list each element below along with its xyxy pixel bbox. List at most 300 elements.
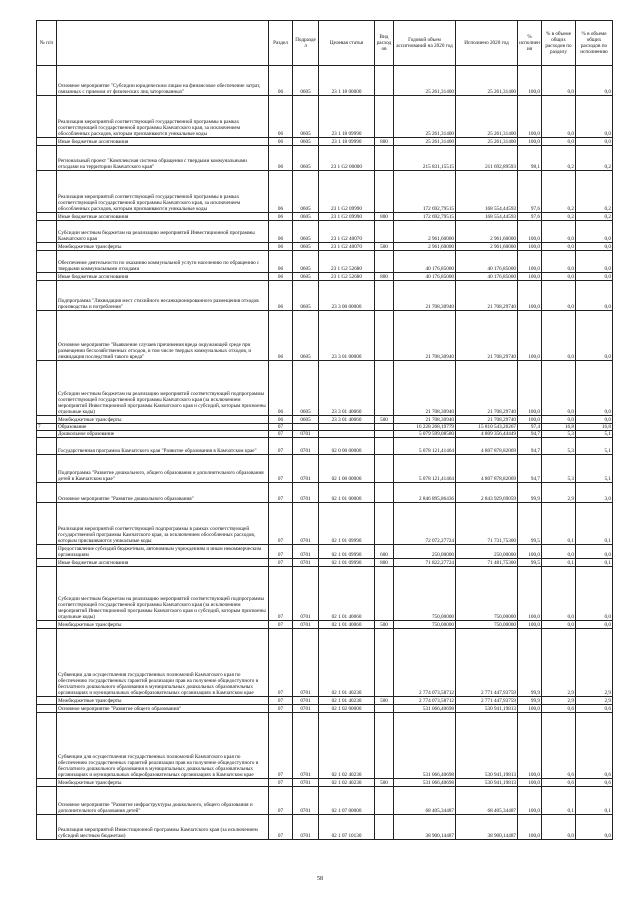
row-share-execution: 0,2 — [576, 146, 613, 171]
row-number — [37, 559, 57, 567]
row-executed: 4 807 878,82069 — [456, 438, 518, 455]
row-expense-type: 500 — [375, 697, 394, 705]
row-number — [37, 713, 57, 779]
row-share-execution: 0,0 — [576, 361, 613, 416]
row-subsection: 0701 — [293, 559, 319, 567]
row-share-section: 0,6 — [542, 779, 576, 787]
row-executed: 750,00000 — [456, 567, 518, 621]
row-section: 07 — [269, 483, 293, 503]
row-executed: 168 554,44593 — [456, 171, 518, 213]
row-executed: 25 261,31400 — [456, 96, 518, 138]
row-expense-type — [375, 251, 394, 273]
table-header-row — [37, 21, 613, 66]
row-executed: 25 261,31400 — [456, 138, 518, 146]
row-annual-allocation: 21 708,30940 — [394, 361, 456, 416]
row-section: 07 — [269, 621, 293, 629]
row-share-section: 0,0 — [542, 138, 576, 146]
row-expense-type — [375, 455, 394, 483]
header-share-section: % в объеме общих расходов по разделу — [542, 21, 576, 66]
row-share-section: 0,2 — [542, 213, 576, 221]
row-section: 07 — [269, 431, 293, 438]
row-number — [37, 503, 57, 545]
row-name: Подпрограмма "Развитие дошкольного, общего образования и дополнительного образования детей в Камчатском крае" — [57, 455, 269, 483]
table-row — [37, 621, 613, 629]
row-executed: 2 771 447,93759 — [456, 629, 518, 697]
row-executed: 21 708,29740 — [456, 311, 518, 361]
row-share-section: 2,9 — [542, 629, 576, 697]
row-annual-allocation: 750,00000 — [394, 567, 456, 621]
header-num: № п/п — [37, 21, 57, 66]
row-subsection: 0605 — [293, 146, 319, 171]
row-target-article: 02 1 01 40060 — [319, 621, 375, 629]
row-expense-type — [375, 705, 394, 713]
row-share-execution: 0,0 — [576, 243, 613, 251]
row-number — [37, 455, 57, 483]
row-section: 06 — [269, 273, 293, 281]
table-row — [37, 281, 613, 311]
table-row — [37, 361, 613, 416]
row-name: Основное мероприятие "Развитие общего образования" — [57, 705, 269, 713]
row-expense-type: 800 — [375, 213, 394, 221]
row-share-execution: 0,0 — [576, 251, 613, 273]
row-target-article: 02 1 01 09990 — [319, 559, 375, 567]
row-annual-allocation: 68 405,34487 — [394, 787, 456, 815]
row-expense-type — [375, 221, 394, 243]
row-subsection: 0605 — [293, 281, 319, 311]
row-executed: 40 176,85000 — [456, 251, 518, 273]
row-percent-executed: 100,0 — [518, 567, 542, 621]
row-share-execution: 3,0 — [576, 483, 613, 503]
row-target-article: 23 3 01 40060 — [319, 416, 375, 424]
row-name: Межбюджетные трансферты — [57, 416, 269, 424]
row-share-section: 0,0 — [542, 311, 576, 361]
row-subsection: 0701 — [293, 779, 319, 787]
row-share-execution: 5,1 — [576, 438, 613, 455]
row-number — [37, 221, 57, 243]
row-target-article: 02 1 00 00000 — [319, 455, 375, 483]
row-share-execution: 0,0 — [576, 138, 613, 146]
row-executed: 4 809 356,44449 — [456, 431, 518, 438]
row-share-execution: 2,9 — [576, 629, 613, 697]
row-executed: 40 176,85000 — [456, 273, 518, 281]
table-row — [37, 483, 613, 503]
row-expense-type — [375, 96, 394, 138]
row-share-section: 5,3 — [542, 431, 576, 438]
row-expense-type: 500 — [375, 621, 394, 629]
row-executed: 2 961,60000 — [456, 221, 518, 243]
row-executed: 68 405,34487 — [456, 787, 518, 815]
row-share-section: 0,0 — [542, 567, 576, 621]
row-share-section: 0,0 — [542, 416, 576, 424]
row-target-article: 02 1 02 40230 — [319, 713, 375, 779]
row-annual-allocation: 25 261,31400 — [394, 138, 456, 146]
row-expense-type — [375, 311, 394, 361]
row-name: Основное мероприятие "Выявление случаев причинения вреда окружающей среде при размещении бесхозяйственных отходов, в том числе твердых коммунальных отходов, и ликвидация последствий такого вреда" — [57, 311, 269, 361]
row-target-article: 02 1 01 09990 — [319, 503, 375, 545]
row-executed: 4 807 878,82069 — [456, 455, 518, 483]
row-expense-type: 800 — [375, 559, 394, 567]
row-target-article: 02 1 01 09990 — [319, 545, 375, 559]
row-section: 07 — [269, 697, 293, 705]
header-share-execution: % в объеме общих расходов по исполнению — [576, 21, 613, 66]
row-target-article: 02 1 01 40060 — [319, 567, 375, 621]
table-row — [37, 713, 613, 779]
row-annual-allocation: 531 066,40698 — [394, 705, 456, 713]
header-executed: Исполнено 2020 год — [456, 21, 518, 66]
row-share-execution: 0,0 — [576, 273, 613, 281]
row-executed: 168 554,44593 — [456, 213, 518, 221]
row-expense-type — [375, 483, 394, 503]
table-row — [37, 567, 613, 621]
row-name: Субсидии местным бюджетам на реализацию мероприятий соответствующей подпрограммы соответствующей государственной программы Камчатского края (за исключением мероприятий Инвестиционной программы Камчатского края и субсидий, которым присвоены отдельные коды) — [57, 361, 269, 416]
row-executed: 21 708,29740 — [456, 416, 518, 424]
row-section: 06 — [269, 281, 293, 311]
row-share-execution: 0,6 — [576, 779, 613, 787]
row-expense-type: 500 — [375, 779, 394, 787]
header-name — [57, 21, 269, 66]
row-expense-type: 500 — [375, 243, 394, 251]
row-share-section: 0,0 — [542, 815, 576, 840]
row-subsection: 0605 — [293, 138, 319, 146]
table-row — [37, 705, 613, 713]
row-name: Основное мероприятие "Развитие дошкольного образования" — [57, 483, 269, 503]
row-share-section: 16,8 — [542, 424, 576, 431]
row-section: 06 — [269, 243, 293, 251]
row-expense-type: 800 — [375, 138, 394, 146]
row-subsection: 0701 — [293, 455, 319, 483]
row-annual-allocation: 25 261,31400 — [394, 96, 456, 138]
row-share-execution: 0,1 — [576, 503, 613, 545]
row-name: Иные бюджетные ассигнования — [57, 559, 269, 567]
row-target-article: 02 1 01 40230 — [319, 629, 375, 697]
row-name: Дошкольное образование — [57, 431, 269, 438]
row-expense-type — [375, 438, 394, 455]
row-section: 07 — [269, 559, 293, 567]
row-name: Иные бюджетные ассигнования — [57, 213, 269, 221]
row-share-section: 0,0 — [542, 545, 576, 559]
row-percent-executed: 100,0 — [518, 138, 542, 146]
row-share-section: 0,1 — [542, 787, 576, 815]
row-share-execution: 0,0 — [576, 621, 613, 629]
table-row — [37, 815, 613, 840]
row-section: 06 — [269, 311, 293, 361]
row-expense-type — [375, 171, 394, 213]
row-percent-executed: 100,0 — [518, 361, 542, 416]
row-subsection: 0701 — [293, 815, 319, 840]
row-target-article: 02 1 01 40230 — [319, 697, 375, 705]
row-section: 07 — [269, 787, 293, 815]
row-executed: 38 900,14487 — [456, 815, 518, 840]
row-name: Иные бюджетные ассигнования — [57, 138, 269, 146]
row-percent-executed: 100,0 — [518, 621, 542, 629]
row-target-article — [319, 424, 375, 431]
row-annual-allocation: 2 961,60000 — [394, 221, 456, 243]
row-section: 06 — [269, 213, 293, 221]
row-subsection: 0605 — [293, 66, 319, 96]
row-percent-executed: 100,0 — [518, 545, 542, 559]
row-section: 06 — [269, 96, 293, 138]
row-annual-allocation: 172 692,79515 — [394, 171, 456, 213]
row-expense-type — [375, 567, 394, 621]
row-share-section: 5,3 — [542, 455, 576, 483]
budget-table — [36, 20, 613, 840]
row-share-execution: 0,6 — [576, 705, 613, 713]
row-share-execution: 5,1 — [576, 455, 613, 483]
row-share-execution: 2,9 — [576, 697, 613, 705]
table-row — [37, 243, 613, 251]
row-executed: 250,00000 — [456, 545, 518, 559]
row-share-section: 0,0 — [542, 281, 576, 311]
row-annual-allocation: 5 078 121,41464 — [394, 455, 456, 483]
header-annual-allocation: Годовой объем ассигнований на 2020 год — [394, 21, 456, 66]
row-percent-executed: 100,0 — [518, 713, 542, 779]
row-annual-allocation: 40 176,85000 — [394, 273, 456, 281]
row-expense-type — [375, 629, 394, 697]
table-row — [37, 416, 613, 424]
header-percent-executed: % исполнения — [518, 21, 542, 66]
row-share-section: 0,6 — [542, 705, 576, 713]
row-share-section: 0,1 — [542, 559, 576, 567]
row-name: Реализация мероприятий соответствующей государственной программы в рамках соответствующей государственной программы Камчатского края, за исключением обособленных расходов, которым присваиваются уникальные коды — [57, 171, 269, 213]
row-number: 7 — [37, 424, 57, 431]
row-percent-executed: 100,0 — [518, 66, 542, 96]
row-annual-allocation: 750,00000 — [394, 621, 456, 629]
row-annual-allocation: 531 066,40698 — [394, 713, 456, 779]
table-row — [37, 503, 613, 545]
row-executed: 25 261,31400 — [456, 66, 518, 96]
row-section: 06 — [269, 171, 293, 213]
row-target-article: 23 1 G2 40070 — [319, 221, 375, 243]
row-percent-executed: 100,0 — [518, 281, 542, 311]
row-number — [37, 438, 57, 455]
table-row — [37, 273, 613, 281]
row-name: Субсидии местным бюджетам на реализацию мероприятий соответствующей подпрограммы соответствующей государственной программы Камчатского края (за исключением мероприятий Инвестиционной программы Камчатского края и субсидий, которым присвоены отдельные коды) — [57, 567, 269, 621]
row-share-section: 0,0 — [542, 361, 576, 416]
row-share-section: 2,9 — [542, 697, 576, 705]
row-annual-allocation: 2 846 895,86436 — [394, 483, 456, 503]
row-annual-allocation: 5 079 599,08580 — [394, 431, 456, 438]
row-section: 06 — [269, 221, 293, 243]
row-number — [37, 629, 57, 697]
row-share-execution: 0,0 — [576, 281, 613, 311]
row-target-article: 23 3 00 00000 — [319, 281, 375, 311]
row-number — [37, 171, 57, 213]
row-subsection: 0605 — [293, 251, 319, 273]
row-section: 06 — [269, 138, 293, 146]
row-name: Межбюджетные трансферты — [57, 621, 269, 629]
row-share-section: 0,0 — [542, 621, 576, 629]
row-section: 06 — [269, 146, 293, 171]
row-target-article: 23 1 18 09990 — [319, 96, 375, 138]
row-subsection: 0701 — [293, 503, 319, 545]
table-row — [37, 66, 613, 96]
row-subsection — [293, 424, 319, 431]
row-number — [37, 621, 57, 629]
row-percent-executed: 100,0 — [518, 416, 542, 424]
row-share-section: 0,1 — [542, 503, 576, 545]
row-name: Региональный проект "Комплексная система обращения с твердыми коммунальными отходами на территории Камчатского края" — [57, 146, 269, 171]
row-executed: 71 481,75300 — [456, 559, 518, 567]
row-target-article: 23 1 18 00000 — [319, 66, 375, 96]
row-name: Основное мероприятие "Развитие инфраструктуры дошкольного, общего образования и дополнительного образования детей" — [57, 787, 269, 815]
row-name: Образование — [57, 424, 269, 431]
row-share-execution: 0,0 — [576, 545, 613, 559]
row-share-execution: 16,8 — [576, 424, 613, 431]
row-percent-executed: 98,1 — [518, 146, 542, 171]
row-executed: 530 941,19813 — [456, 713, 518, 779]
row-share-execution: 0,1 — [576, 559, 613, 567]
row-name: Субвенции для осуществления государственных полномочий Камчатского края по обеспечению государственных гарантий реализации прав на получение общедоступного и бесплатного дошкольного образования в муниципальных дошкольных образовательных организациях и муниципальных общеобразовательных организациях в Камчатском крае — [57, 713, 269, 779]
row-share-section: 5,3 — [542, 438, 576, 455]
table-row — [37, 545, 613, 559]
row-section: 06 — [269, 361, 293, 416]
row-section: 07 — [269, 455, 293, 483]
row-share-execution: 5,1 — [576, 431, 613, 438]
row-executed: 2 961,60000 — [456, 243, 518, 251]
row-annual-allocation: 250,00000 — [394, 545, 456, 559]
row-percent-executed: 100,0 — [518, 221, 542, 243]
row-target-article: 02 1 02 40230 — [319, 779, 375, 787]
table-row — [37, 697, 613, 705]
row-section: 06 — [269, 416, 293, 424]
row-target-article: 02 1 02 00000 — [319, 705, 375, 713]
row-number — [37, 697, 57, 705]
row-target-article: 02 1 01 00000 — [319, 483, 375, 503]
row-percent-executed: 100,0 — [518, 815, 542, 840]
row-target-article: 02 1 07 10130 — [319, 815, 375, 840]
row-number — [37, 311, 57, 361]
row-subsection: 0701 — [293, 483, 319, 503]
row-executed: 2 843 929,69059 — [456, 483, 518, 503]
row-number — [37, 146, 57, 171]
row-annual-allocation: 72 072,27724 — [394, 503, 456, 545]
header-subsection: Подраздел — [293, 21, 319, 66]
table-row — [37, 779, 613, 787]
row-percent-executed: 97,6 — [518, 213, 542, 221]
table-row — [37, 559, 613, 567]
row-section: 07 — [269, 567, 293, 621]
row-subsection: 0605 — [293, 96, 319, 138]
row-share-execution: 0,0 — [576, 66, 613, 96]
row-target-article: 23 1 18 09990 — [319, 138, 375, 146]
row-percent-executed: 99,5 — [518, 559, 542, 567]
row-subsection: 0605 — [293, 361, 319, 416]
row-annual-allocation: 40 176,85000 — [394, 251, 456, 273]
row-expense-type: 800 — [375, 273, 394, 281]
row-expense-type — [375, 713, 394, 779]
row-name: Подпрограмма "Ликвидация мест стихийного несанкционированного размещения отходов производства и потребления" — [57, 281, 269, 311]
row-target-article: 23 1 G2 52680 — [319, 251, 375, 273]
row-section: 07 — [269, 705, 293, 713]
row-share-execution: 0,6 — [576, 713, 613, 779]
row-expense-type — [375, 431, 394, 438]
row-share-section: 0,0 — [542, 273, 576, 281]
row-executed: 211 692,89593 — [456, 146, 518, 171]
row-share-section: 0,0 — [542, 66, 576, 96]
row-number — [37, 815, 57, 840]
row-section: 06 — [269, 66, 293, 96]
row-name: Иные бюджетные ассигнования — [57, 273, 269, 281]
row-share-section: 0,0 — [542, 221, 576, 243]
header-target-article: Целевая статья — [319, 21, 375, 66]
row-annual-allocation: 38 900,14487 — [394, 815, 456, 840]
row-percent-executed: 99,9 — [518, 697, 542, 705]
table-row — [37, 787, 613, 815]
row-executed: 2 771 447,93759 — [456, 697, 518, 705]
row-share-execution: 0,2 — [576, 213, 613, 221]
row-annual-allocation: 531 066,40698 — [394, 779, 456, 787]
row-annual-allocation: 21 708,30940 — [394, 416, 456, 424]
row-expense-type — [375, 815, 394, 840]
row-number — [37, 431, 57, 438]
row-expense-type — [375, 503, 394, 545]
row-subsection: 0605 — [293, 221, 319, 243]
table-row — [37, 431, 613, 438]
row-share-section: 0,0 — [542, 251, 576, 273]
row-annual-allocation: 21 708,30940 — [394, 311, 456, 361]
row-subsection: 0605 — [293, 416, 319, 424]
budget-sheet — [36, 20, 612, 840]
row-expense-type — [375, 146, 394, 171]
row-target-article: 02 0 00 00000 — [319, 438, 375, 455]
row-percent-executed: 94,7 — [518, 455, 542, 483]
row-executed: 15 810 543,26267 — [456, 424, 518, 431]
row-name: Реализация мероприятий соответствующей государственной программы в рамках соответствующей государственной программы Камчатского края, за исключением обособленных расходов, которым присваиваются уникальные коды — [57, 96, 269, 138]
row-subsection: 0701 — [293, 713, 319, 779]
table-row — [37, 146, 613, 171]
row-expense-type — [375, 281, 394, 311]
row-share-execution: 0,0 — [576, 567, 613, 621]
row-number — [37, 96, 57, 138]
row-share-section: 2,9 — [542, 483, 576, 503]
row-subsection: 0701 — [293, 697, 319, 705]
table-row — [37, 171, 613, 213]
row-target-article: 23 1 G2 09990 — [319, 171, 375, 213]
row-percent-executed: 100,0 — [518, 251, 542, 273]
row-section: 06 — [269, 251, 293, 273]
row-name: Основное мероприятие "Субсидии юридическим лицам на финансовое обеспечение затрат, связанных с приемом от физических лиц заторгованных" — [57, 66, 269, 96]
row-number — [37, 251, 57, 273]
row-subsection: 0605 — [293, 213, 319, 221]
row-section: 07 — [269, 545, 293, 559]
row-annual-allocation: 25 261,31400 — [394, 66, 456, 96]
row-name: Государственная программа Камчатского края "Развитие образования в Камчатском крае" — [57, 438, 269, 455]
row-number — [37, 138, 57, 146]
row-subsection: 0605 — [293, 243, 319, 251]
table-row — [37, 221, 613, 243]
header-section: Раздел — [269, 21, 293, 66]
row-number — [37, 545, 57, 559]
row-share-execution: 0,0 — [576, 96, 613, 138]
row-executed: 530 941,19813 — [456, 779, 518, 787]
row-target-article — [319, 431, 375, 438]
row-name: Межбюджетные трансферты — [57, 243, 269, 251]
row-target-article: 23 1 G2 52680 — [319, 273, 375, 281]
row-subsection: 0701 — [293, 545, 319, 559]
row-subsection: 0701 — [293, 431, 319, 438]
row-share-execution: 0,0 — [576, 311, 613, 361]
row-percent-executed: 100,0 — [518, 705, 542, 713]
table-row — [37, 251, 613, 273]
row-name: Межбюджетные трансферты — [57, 697, 269, 705]
row-share-execution: 0,1 — [576, 787, 613, 815]
row-share-execution: 0,0 — [576, 416, 613, 424]
row-name: Субсидии местным бюджетам на реализацию мероприятий Инвестиционной программы Камчатского края — [57, 221, 269, 243]
row-expense-type: 600 — [375, 545, 394, 559]
row-executed: 71 731,75300 — [456, 503, 518, 545]
row-subsection: 0605 — [293, 311, 319, 361]
row-share-section: 0,6 — [542, 713, 576, 779]
